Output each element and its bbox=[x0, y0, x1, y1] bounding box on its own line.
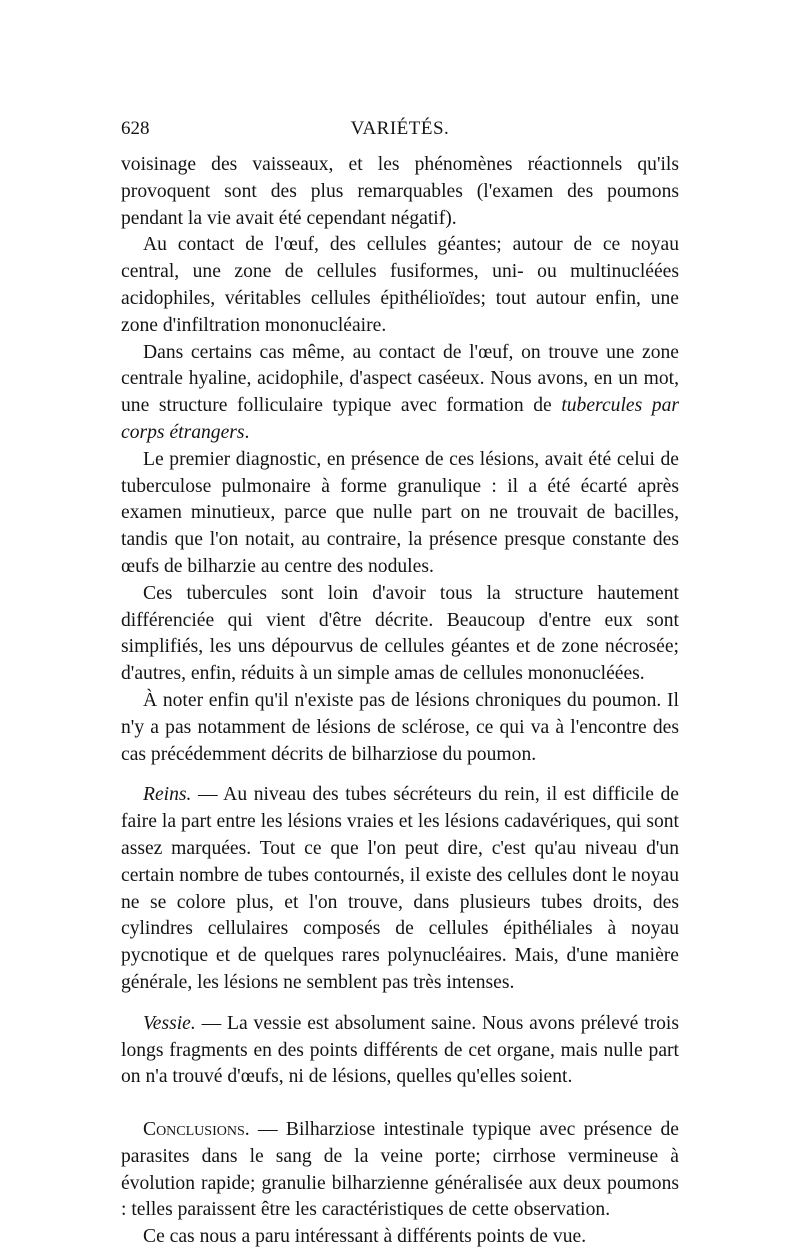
paragraph-final bbox=[121, 1224, 679, 1251]
paragraph-text: Dans certains cas même, au contact de l'œuf, on trouve une zone centrale hyaline, acidophile, d'aspect caséeux. Nous avons, en un mot, une structure folliculaire typique avec formation de bbox=[121, 341, 679, 417]
section-conclusions bbox=[121, 1117, 679, 1224]
paragraph-1 bbox=[121, 152, 679, 232]
paragraph-text: voisinage des vaisseaux, et les phénomènes réactionnels qu'ils provoquent sont des plus remarquables (l'examen des poumons pendant la vie avait été cependant négatif). bbox=[121, 154, 679, 229]
paragraph-3 bbox=[121, 340, 679, 447]
body-text bbox=[121, 152, 679, 1251]
section-reins bbox=[121, 782, 679, 996]
paragraph-text: Ces tubercules sont loin d'avoir tous la structure hautement différenciée qui vient d'être décrite. Beaucoup d'entre eux sont simplifiés, les uns dépourvus de cellules géantes et de zone nécrosée; d'autres, enfin, réduits à un simple amas de cellules mononucléées. bbox=[121, 582, 679, 685]
paragraph-text: — La vessie est absolument saine. Nous avons prélevé trois longs fragments en des points différents de cet organe, mais nulle part on n'a trouvé d'œufs, ni de lésions, quelles qu'elles soient. bbox=[121, 1012, 679, 1088]
page-number: 628 bbox=[121, 118, 150, 139]
section-vessie bbox=[121, 1011, 679, 1091]
paragraph-text: — Bilharziose intestinale typique avec présence de parasites dans le sang de la veine porte; cirrhose vermineuse à évolution rapide; granulie bilharzienne généralisée aux deux poumons : telles paraissent être les caractéristiques de cette observation. bbox=[121, 1119, 679, 1221]
paragraph-tail: . bbox=[244, 421, 250, 443]
paragraph-text: Ce cas nous a paru intéressant à différents points de vue. bbox=[143, 1226, 587, 1248]
paragraph-text: À noter enfin qu'il n'existe pas de lésions chroniques du poumon. Il n'y a pas notamment de lésions de sclérose, ce qui va à l'encontre des cas précédemment décrits de bilharziose du poumon. bbox=[121, 689, 679, 765]
paragraph-text: Le premier diagnostic, en présence de ces lésions, avait été celui de tuberculose pulmonaire à forme granulique : il a été écarté après examen minutieux, parce que nulle part on ne trouvait de bacilles, tandis que l'on notait, au contraire, la présence presque constante des œufs de bilharzie au centre des nodules. bbox=[121, 448, 679, 577]
italic-term: tubercules par corps étrangers bbox=[121, 395, 680, 443]
section-heading: Vessie. bbox=[143, 1012, 196, 1034]
paragraph-2 bbox=[121, 232, 679, 339]
section-heading: Conclusions. bbox=[143, 1119, 250, 1141]
paragraph-5 bbox=[121, 581, 679, 688]
paragraph-6 bbox=[121, 688, 679, 768]
paragraph-text: Au contact de l'œuf, des cellules géantes; autour de ce noyau central, une zone de cellules fusiformes, uni- ou multinucléées acidophiles, véritables cellules épithélioïdes; tout autour enfin, une zone d'infiltration mononucléaire. bbox=[121, 234, 679, 336]
paragraph-text: — Au niveau des tubes sécréteurs du rein, il est difficile de faire la part entre les lésions vraies et les lésions cadavériques, qui sont assez marquées. Tout ce que l'on peut dire, c'est qu'au niveau d'un certain nombre de tubes contournés, il existe des cellules dont le noyau ne se colore plus, et l'on trouve, dans plusieurs tubes droits, des cylindres cellulaires composés de cellules épithéliales à noyau pycnotique et de quelques rares polynucléaires. Mais, d'une manière générale, les lésions ne semblent pas très intenses. bbox=[121, 784, 679, 993]
section-heading: Reins. bbox=[143, 784, 192, 806]
page-header bbox=[121, 118, 679, 142]
paragraph-4 bbox=[121, 447, 679, 581]
running-head: VARIÉTÉS. bbox=[350, 118, 450, 139]
